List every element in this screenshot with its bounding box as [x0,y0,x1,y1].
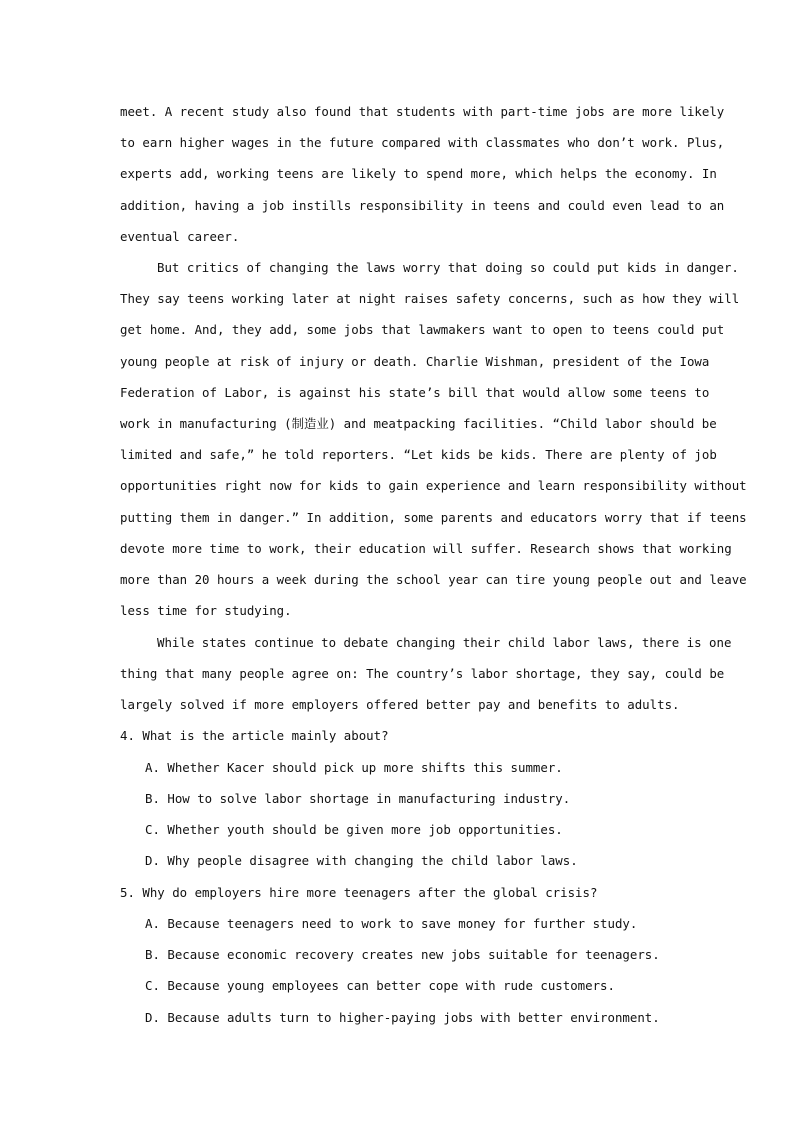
para2-line: But critics of changing the laws worry that doing so could put kids in danger. [157,260,739,275]
para1-line: to earn higher wages in the future compared with classmates who don’t work. Plus, [120,135,725,150]
para3-line: While states continue to debate changing their child labor laws, there is one [157,635,732,650]
para1-line: experts add, working teens are likely to spend more, which helps the economy. In [120,166,717,181]
para2-line: devote more time to work, their education will suffer. Research shows that working [120,541,732,556]
para2-line: They say teens working later at night raises safety concerns, such as how they will [120,291,740,306]
question-5-option-c: C. Because young employees can better cope with rude customers. [145,978,615,993]
para3-line: thing that many people agree on: The country’s labor shortage, they say, could be [120,666,725,681]
para1-line: eventual career. [120,229,240,244]
para2-line: more than 20 hours a week during the school year can tire young people out and leave [120,572,747,587]
para1-line: meet. A recent study also found that students with part-time jobs are more likely [120,104,725,119]
question-4-option-b: B. How to solve labor shortage in manufacturing industry. [145,791,571,806]
question-5-option-a: A. Because teenagers need to work to save money for further study. [145,916,638,931]
para2-line: limited and safe,” he told reporters. “Let kids be kids. There are plenty of job [120,447,717,462]
para2-line: opportunities right now for kids to gain experience and learn responsibility without [120,478,747,493]
question-5-option-b: B. Because economic recovery creates new jobs suitable for teenagers. [145,947,660,962]
question-5-stem: 5. Why do employers hire more teenagers after the global crisis? [120,885,598,900]
para2-line: work in manufacturing (制造业) and meatpacking facilities. “Child labor should be [120,416,717,431]
question-5-option-d: D. Because adults turn to higher-paying jobs with better environment. [145,1010,660,1025]
question-4-option-a: A. Whether Kacer should pick up more shifts this summer. [145,760,563,775]
para2-line: putting them in danger.” In addition, some parents and educators worry that if teens [120,510,747,525]
question-4-stem: 4. What is the article mainly about? [120,728,389,743]
para2-line: Federation of Labor, is against his state’s bill that would allow some teens to [120,385,710,400]
para2-line: young people at risk of injury or death. Charlie Wishman, president of the Iowa [120,354,710,369]
para2-line: get home. And, they add, some jobs that lawmakers want to open to teens could put [120,322,725,337]
para2-line: less time for studying. [120,603,292,618]
question-4-option-c: C. Whether youth should be given more job opportunities. [145,822,563,837]
question-4-option-d: D. Why people disagree with changing the child labor laws. [145,853,578,868]
para3-line: largely solved if more employers offered better pay and benefits to adults. [120,697,680,712]
para1-line: addition, having a job instills responsibility in teens and could even lead to an [120,198,725,213]
